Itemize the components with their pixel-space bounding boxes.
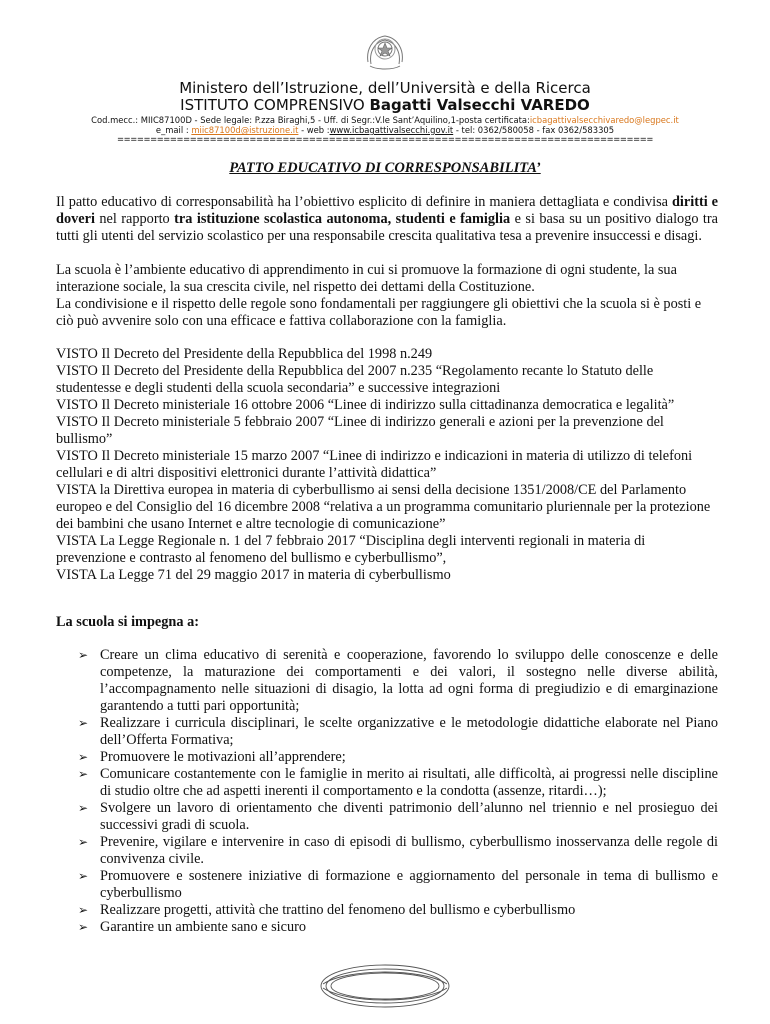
list-item: [78, 902, 718, 919]
list-item-text: Comunicare costantemente con le famiglie in merito ai risultati, alle difficoltà, ai progressi nelle discipline di studio oltre che ad aspetti inerenti il comportamento e la condotta (assenze, ritardi…);: [100, 766, 718, 799]
document-title: PATTO EDUCATIVO DI CORRESPONSABILITA’: [229, 160, 541, 176]
intro-paragraph-2: La scuola è l’ambiente educativo di apprendimento in cui si promuove la formazione di ogni studente, la sua interazione sociale, la sua crescita civile, nel rispetto dei dettami della Costituzione.: [56, 262, 677, 295]
list-item: [78, 749, 718, 766]
intro-p1-c: nel rapporto: [94, 211, 175, 227]
list-item-text: Creare un clima educativo di serenità e cooperazione, favorendo lo sviluppo delle conoscenze e delle competenze, la maturazione dei comportamenti e dei valori, il sostegno nelle diverse abilità, l’accompagnamento nelle situazioni di disagio, la lotta ad ogni forma di pregiudizio e di emarginazione garantendo a tutti pari opportunità;: [100, 647, 718, 714]
arrow-bullet-icon: ➢: [78, 869, 89, 883]
republic-emblem-icon: [362, 28, 408, 72]
intro-paragraph-3: La condivisione e il rispetto delle regole sono fondamentali per raggiungere gli obiettivi che la scuola si è posti e ciò può avvenire solo con una efficace e fattiva collaborazione con la famiglia.: [56, 296, 702, 329]
pec-address[interactable]: icbagattivalsecchivaredo@legpec.it: [529, 115, 679, 125]
visto-item: VISTA la Direttiva europea in materia di cyberbullismo ai sensi della decisione 1351/2008/CE del Parlamento europeo e del Consiglio del 16 dicembre 2008 “relativa a un programma comunitario pluriennale per la protezione dei bambini che usano Internet e altre tecnologie di comunicazione”: [56, 482, 711, 532]
list-item: [78, 647, 718, 715]
phone-fax: - tel: 0362/580058 - fax 0362/583305: [453, 125, 615, 135]
visti-section: [56, 346, 718, 584]
list-item: [78, 715, 718, 749]
intro-paragraph-1: [56, 194, 718, 245]
visto-item: VISTO Il Decreto del Presidente della Repubblica del 2007 n.235 “Regolamento recante lo Statuto delle studentesse e degli studenti della scuola secondaria” e successive integrazioni: [56, 363, 654, 396]
list-item-text: Promuovere e sostenere iniziative di formazione e aggiornamento del personale in tema di bullismo e cyberbullismo: [100, 868, 718, 901]
header-separator: =================================================================================: [116, 134, 653, 144]
visto-item: VISTA La Legge Regionale n. 1 del 7 febbraio 2017 “Disciplina degli interventi regionali in materia di prevenzione e contrasto al fenomeno del bullismo e cyberbullismo”,: [56, 533, 646, 566]
school-codes: Cod.mecc.: MIIC87100D - Sede legale: P.zza Biraghi,5 - Uff. di Segr.:V.le Sant’Aquilino,1-posta certificata:: [91, 115, 530, 125]
impegni-list: [78, 647, 718, 936]
visto-item: VISTO Il Decreto ministeriale 15 marzo 2007 “Linee di indirizzo e indicazioni in materia di utilizzo di telefoni cellulari e di altri dispositivi elettronici durante l’attività didattica”: [56, 448, 693, 481]
intro-p1-a: Il patto educativo di corresponsabilità ha l’obiettivo esplicito di definire in maniera dettagliata e condivisa: [56, 194, 672, 210]
school-heading: [0, 96, 770, 114]
arrow-bullet-icon: ➢: [78, 835, 89, 849]
list-item-text: Realizzare i curricula disciplinari, le scelte organizzative e le metodologie didattiche elaborate nel Piano dell’Offerta Formativa;: [100, 715, 718, 748]
arrow-bullet-icon: ➢: [78, 716, 89, 730]
intro-p1-e: e si basa su un positivo dialogo tra tutti gli utenti del servizio scolastico per una responsabile crescita qualitativa tesa a prevenire insuccessi e disagi.: [56, 211, 719, 244]
impegna-heading: La scuola si impegna a:: [56, 614, 199, 630]
school-name: Bagatti Valsecchi VAREDO: [369, 96, 590, 114]
arrow-bullet-icon: ➢: [78, 903, 89, 917]
arrow-bullet-icon: ➢: [78, 920, 89, 934]
visto-item: VISTO Il Decreto ministeriale 16 ottobre 2006 “Linee di indirizzo sulla cittadinanza democratica e legalità”: [56, 397, 675, 413]
intro-p1-d: tra istituzione scolastica autonoma, studenti e famiglia: [174, 211, 511, 227]
school-info-line-1: [0, 115, 770, 125]
school-prefix: ISTITUTO COMPRENSIVO: [180, 96, 370, 114]
decorative-oval-ornament-icon: [318, 962, 452, 1010]
list-item: [78, 919, 718, 936]
list-item-text: Promuovere le motivazioni all’apprendere;: [100, 749, 346, 765]
arrow-bullet-icon: ➢: [78, 767, 89, 781]
list-item: [78, 766, 718, 800]
arrow-bullet-icon: ➢: [78, 801, 89, 815]
visto-item: VISTO Il Decreto ministeriale 5 febbraio 2007 “Linee di indirizzo generali e azioni per la prevenzione del bullismo”: [56, 414, 664, 447]
list-item: [78, 834, 718, 868]
list-item-text: Garantire un ambiente sano e sicuro: [100, 919, 307, 935]
list-item-text: Prevenire, vigilare e intervenire in caso di episodi di bullismo, cyberbullismo inosservanza delle regole di convivenza civile.: [100, 834, 718, 867]
list-item: [78, 868, 718, 902]
arrow-bullet-icon: ➢: [78, 750, 89, 764]
web-label: - web :: [298, 125, 330, 135]
intro-p1-b: diritti e doveri: [56, 194, 719, 227]
web-link[interactable]: www.icbagattivalsecchi.gov.it: [329, 125, 454, 135]
visto-item: VISTO Il Decreto del Presidente della Repubblica del 1998 n.249: [56, 346, 433, 362]
email-label: e_mail :: [155, 125, 192, 135]
list-item: [78, 800, 718, 834]
visto-item: VISTA La Legge 71 del 29 maggio 2017 in materia di cyberbullismo: [56, 567, 451, 583]
ministry-heading: Ministero dell’Istruzione, dell’Università e della Ricerca: [179, 79, 591, 97]
list-item-text: Svolgere un lavoro di orientamento che diventi patrimonio dell’alunno nel triennio e nel prosieguo dei successivi gradi di scuola.: [100, 800, 718, 833]
arrow-bullet-icon: ➢: [78, 648, 89, 662]
list-item-text: Realizzare progetti, attività che trattino del fenomeno del bullismo e cyberbullismo: [100, 902, 576, 918]
email-link[interactable]: miic87100d@istruzione.it: [191, 125, 299, 135]
